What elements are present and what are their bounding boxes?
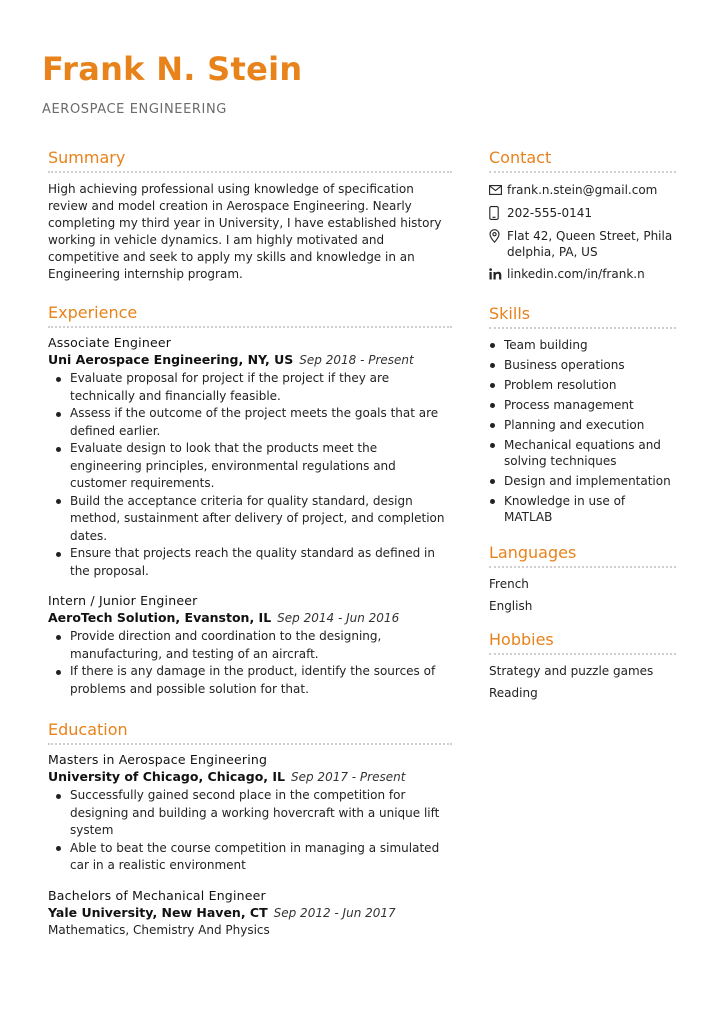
- list-item: Design and implementation: [489, 473, 676, 489]
- job-entry: [48, 592, 452, 698]
- list-item: Planning and execution: [489, 417, 676, 433]
- languages-heading: Languages: [489, 543, 676, 568]
- job-org-line: [48, 609, 452, 627]
- education-entry: [48, 887, 452, 939]
- job-title: Associate Engineer: [48, 335, 172, 350]
- phone-number: 202-555-0141: [507, 206, 593, 220]
- skills-section: [489, 304, 676, 525]
- list-item: Business operations: [489, 357, 676, 373]
- education-heading: Education: [48, 720, 452, 745]
- languages-section: [489, 543, 676, 614]
- skills-heading: Skills: [489, 304, 676, 329]
- candidate-name: Frank N. Stein: [42, 50, 303, 88]
- job-bullets: [48, 628, 452, 698]
- right-column: [489, 148, 676, 707]
- linkedin-url[interactable]: linkedin.com/in/frank.n: [507, 267, 645, 281]
- language-item: French: [489, 577, 529, 591]
- contact-email: [489, 182, 676, 198]
- job-bullets: [48, 370, 452, 580]
- job-org: AeroTech Solution, Evanston, IL: [48, 610, 272, 625]
- summary-section: [48, 148, 452, 283]
- phone-icon: [489, 205, 507, 221]
- contact-phone: [489, 205, 676, 221]
- contact-address: [489, 228, 676, 260]
- email-address[interactable]: frank.n.stein@gmail.com: [507, 183, 658, 197]
- school-name: Yale University, New Haven, CT: [48, 904, 268, 920]
- contact-linkedin: [489, 266, 676, 282]
- summary-text: High achieving professional using knowledge of specification review and model creation in Aerospace Engineering. Nearly completing my third year in University, I have established history working in vehicle dynamics. I am highly motivated and competitive and seek to apply my skills and knowledge in an Engineering internship program.: [48, 182, 442, 281]
- school-name: University of Chicago, Chicago, IL: [48, 769, 285, 784]
- school-line: [48, 904, 452, 922]
- address: Flat 42, Queen Street, Philadelphia, PA, US: [507, 229, 673, 259]
- language-item: English: [489, 599, 533, 613]
- list-item: If there is any damage in the product, identify the sources of problems and possible solution for that.: [48, 663, 452, 698]
- education-note: Mathematics, Chemistry And Physics: [48, 922, 270, 937]
- school-line: [48, 768, 452, 786]
- experience-heading: Experience: [48, 303, 452, 328]
- list-item: Assess if the outcome of the project meets the goals that are defined earlier.: [48, 405, 452, 440]
- education-section: [48, 720, 452, 939]
- location-pin-icon: [489, 228, 507, 244]
- left-column: [48, 148, 452, 939]
- job-org: Uni Aerospace Engineering, NY, US: [48, 352, 294, 367]
- education-entry: [48, 751, 452, 875]
- list-item: Problem resolution: [489, 377, 676, 393]
- education-date: Sep 2017 - Present: [291, 770, 406, 784]
- list-item: Knowledge in use of MATLAB: [489, 493, 676, 525]
- list-item: Mechanical equations and solving techniques: [489, 437, 676, 469]
- hobbies-section: [489, 630, 676, 701]
- job-date: Sep 2014 - Jun 2016: [277, 611, 400, 625]
- education-bullets: [48, 787, 452, 875]
- envelope-icon: [489, 182, 507, 198]
- hobby-item: Reading: [489, 686, 538, 700]
- list-item: Evaluate proposal for project if the project if they are technically and financially feasible.: [48, 370, 452, 405]
- contact-section: [489, 148, 676, 282]
- job-title: Intern / Junior Engineer: [48, 593, 198, 608]
- list-item: Team building: [489, 337, 676, 353]
- job-entry: [48, 334, 452, 580]
- linkedin-icon: [489, 266, 507, 282]
- summary-heading: Summary: [48, 148, 452, 173]
- list-item: Build the acceptance criteria for quality standard, design method, sustainment after delivery of project, and completion dates.: [48, 493, 452, 546]
- education-date: Sep 2012 - Jun 2017: [273, 905, 396, 920]
- list-item: Ensure that projects reach the quality standard as defined in the proposal.: [48, 545, 452, 580]
- contact-heading: Contact: [489, 148, 676, 173]
- list-item: Provide direction and coordination to the designing, manufacturing, and testing of an aircraft.: [48, 628, 452, 663]
- list-item: Process management: [489, 397, 676, 413]
- skills-list: [489, 337, 676, 525]
- degree-title: Masters in Aerospace Engineering: [48, 752, 268, 767]
- degree-title: Bachelors of Mechanical Engineer: [48, 887, 266, 903]
- experience-section: [48, 303, 452, 698]
- hobby-item: Strategy and puzzle games: [489, 664, 654, 678]
- job-org-line: [48, 351, 452, 369]
- list-item: Successfully gained second place in the competition for designing and building a working hovercraft with a unique lift system: [48, 787, 452, 840]
- hobbies-heading: Hobbies: [489, 630, 676, 655]
- job-date: Sep 2018 - Present: [299, 353, 414, 367]
- candidate-role: AEROSPACE ENGINEERING: [42, 102, 227, 117]
- list-item: Evaluate design to look that the products meet the engineering principles, environmental regulations and customer requirements.: [48, 440, 452, 493]
- list-item: Able to beat the course competition in managing a simulated car in a realistic environment: [48, 840, 452, 875]
